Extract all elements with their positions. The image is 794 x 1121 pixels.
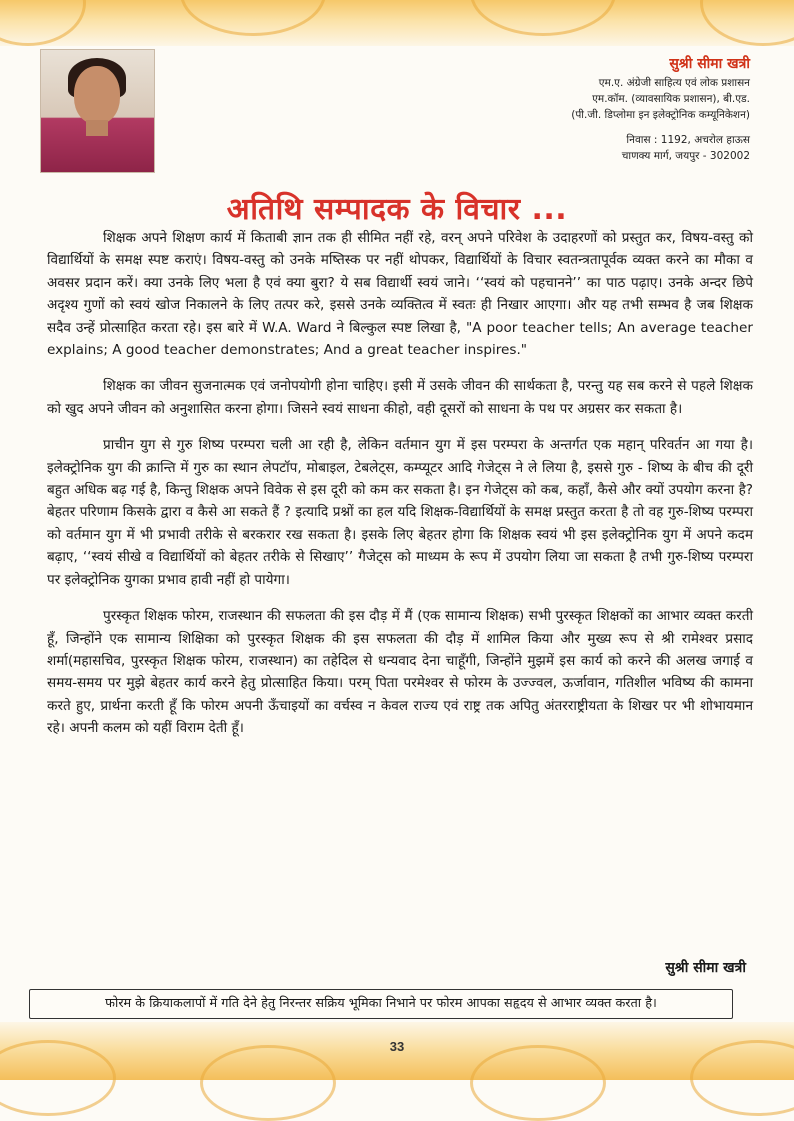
border-swirl-ornament bbox=[470, 1045, 606, 1121]
border-swirl-ornament bbox=[200, 1045, 336, 1121]
article-paragraph: प्राचीन युग से गुरु शिष्य परम्परा चली आ रही है, लेकिन वर्तमान युग में इस परम्परा के अन्तर्गत एक महान् परिवर्तन आ गया है। इलेक्ट्रोनिक युग की क्रान्ति में गुरु का स्थान लेपटॉप, मोबाइल, टेबलेट्स, कम्प्यूटर आदि गेजेट्स ने ले लिया है, इससे गुरु - शिष्य के बीच की दूरी बहुत अधिक बढ़ गई है, किन्तु शिक्षक अपने विवेक से इस दूरी को कम कर सकता है। इन गेजेट्स को कब, कहाँ, कैसे और क्यों उपयोग करना है? बेहतर परिणाम किसके द्वारा व कैसे आ सकते हैं ? इत्यादि प्रश्नों का हल यदि शिक्षक-विद्यार्थियों के समक्ष प्रस्तुत करता है तो वह गुरु-शिष्य परम्परा को वर्तमान युग में भी प्रभावी तरीके से बरकरार रख सकता है। इसके लिए बेहतर होगा कि शिक्षक स्वयं भी इस इलेक्ट्रोनिक युग में अपने कदम बढ़ाए, ‘‘स्वयं सीखे व विद्यार्थियों को बेहतर तरीके से सिखाए’’ गैजेट्स को माध्यम के रूप में उपयोग लिया जा सकता है तभी गुरु-शिष्य परम्परा पर इलेक्ट्रोनिक युगका प्रभाव हावी नहीं हो पायेगा। bbox=[47, 437, 753, 588]
qualification-line: एम.ए. अंग्रेजी साहित्य एवं लोक प्रशासन bbox=[598, 77, 750, 89]
address-line: निवास : 1192, अचरोल हाऊस bbox=[626, 134, 750, 146]
signature: सुश्री सीमा खत्री bbox=[665, 960, 746, 976]
article-title: अतिथि सम्पादक के विचार ... bbox=[226, 192, 568, 228]
top-decorative-border bbox=[0, 0, 794, 46]
article-paragraph: पुरस्कृत शिक्षक फोरम, राजस्थान की सफलता की इस दौड़ में मैं (एक सामान्य शिक्षक) सभी पुरस्कृत शिक्षकों का आभार व्यक्त करती हूँ, जिन्होंने एक सामान्य शिक्षिका को पुरस्कृत शिक्षक की इस सफलता की दौड़ में शामिल किया और मुख्य रूप से श्री रामेश्वर प्रसाद शर्मा(महासचिव, पुरस्कृत शिक्षक फोरम, राजस्थान) का तहेदिल से धन्यवाद देना चाहूँगी, जिन्होंने मुझमें इस कार्य को करने की अलख जगाई व समय-समय पर मुझे बेहतर कार्य करने हेतु प्रोत्साहित किया। परम् पिता परमेश्वर से फोरम के उज्ज्वल, ऊर्जावान, गतिशील भविष्य की कामना करते हुए, प्रार्थना करती हूँ कि फोरम अपनी ऊँचाइयों का वर्चस्व न केवल राज्य एवं राष्ट्र तक अपितु अंतरराष्ट्रीयता के शिखर पर भी शोभायमान रहे। अपनी कलम को यहीं विराम देती हूँ। bbox=[47, 608, 753, 737]
qualification-line: (पी.जी. डिप्लोमा इन इलेक्ट्रोनिक कम्यूनिकेशन) bbox=[571, 109, 750, 121]
author-name: सुश्री सीमा खत्री bbox=[669, 56, 750, 72]
page-number: 33 bbox=[389, 1039, 405, 1054]
author-address bbox=[430, 132, 750, 164]
author-qualifications bbox=[430, 75, 750, 123]
qualification-line: एम.कॉम. (व्यावसायिक प्रशासन), बी.एड. bbox=[592, 93, 750, 105]
author-photo bbox=[40, 49, 155, 173]
footer-note: फोरम के क्रियाकलापों में गति देने हेतु निरन्तर सक्रिय भूमिका निभाने पर फोरम आपका सहृदय से आभार व्यक्त करता है। bbox=[105, 996, 657, 1011]
author-info bbox=[430, 54, 750, 164]
article-paragraph: शिक्षक अपने शिक्षण कार्य में किताबी ज्ञान तक ही सीमित नहीं रहे, वरन् अपने परिवेश के उदाहरणों को प्रस्तुत कर, विषय-वस्तु को विद्यार्थियों के समक्ष स्पष्ट कराएं। विषय-वस्तु को उनके मष्तिस्क पर नहीं थोपकर, विद्यार्थियों के विचार स्वतन्त्रतापूर्वक व्यक्त करने का मौका व अवसर प्रदान करें। क्या उनके लिए भला है एवं क्या बुरा? ये सब विद्यार्थी स्वयं जाने। ‘‘स्वयं को पहचानने’’ का पाठ पढ़ाए। उनके अन्दर छिपे अदृश्य गुणों को स्वयं खोज निकालने के लिए तत्पर करे, इससे उनके व्यक्तित्व में स्वतः ही निखार आएगा। और यह तभी सम्भव है जब शिक्षक सदैव उन्हें प्रोत्साहित करता रहे। इस बारे में W.A. Ward ने बिल्कुल स्पष्ट लिखा है, "A poor teacher tells; An average teacher explains; A good teacher demonstrates; And a great teacher inspires." bbox=[47, 230, 753, 359]
article-paragraph: शिक्षक का जीवन सुजनात्मक एवं जनोपयोगी होना चाहिए। इसी में उसके जीवन की सार्थकता है, परन्तु यह सब करने से पहले शिक्षक को खुद अपने जीवन को अनुशासित करना होगा। जिसने स्वयं साधना कीहो, वही दूसरों को साधना के पथ पर अग्रसर कर सकता है। bbox=[47, 378, 753, 417]
article-body bbox=[47, 227, 753, 754]
address-line: चाणक्य मार्ग, जयपुर - 302002 bbox=[621, 150, 750, 162]
footer-note-box bbox=[29, 989, 733, 1019]
